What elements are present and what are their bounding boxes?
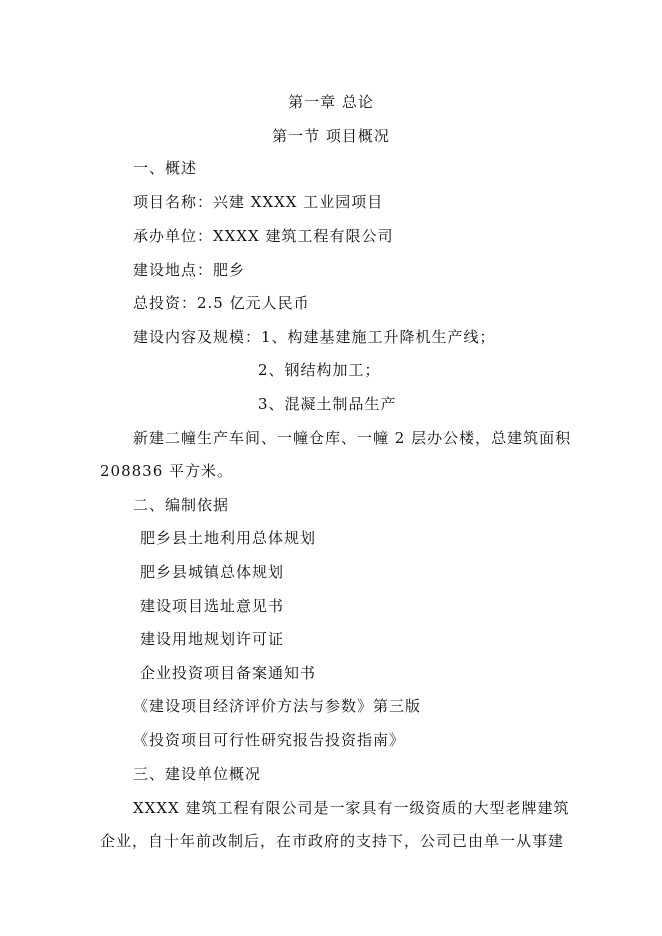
organizer: 承办单位：XXXX 建筑工程有限公司 <box>133 227 394 245</box>
project-name: 项目名称：兴建 XXXX 工业园项目 <box>133 193 384 211</box>
company-line-2: 企业，自十年前改制后，在市政府的支持下，公司已由单一从事建 <box>100 832 565 850</box>
basis-item: 建设项目选址意见书 <box>140 597 285 615</box>
investment: 总投资：2.5 亿元人民币 <box>133 294 310 312</box>
heading-overview: 一、概述 <box>133 159 198 177</box>
basis-item: 建设用地规划许可证 <box>140 630 285 648</box>
basis-item: 肥乡县土地利用总体规划 <box>140 529 317 547</box>
new-build-line-2: 208836 平方米。 <box>100 462 234 480</box>
basis-item: 《建设项目经济评价方法与参数》第三版 <box>133 697 422 715</box>
section-title: 第一节 项目概况 <box>272 127 390 145</box>
heading-basis: 二、编制依据 <box>133 496 230 514</box>
new-build-line-1: 新建二幢生产车间、一幢仓库、一幢 2 层办公楼，总建筑面积 <box>133 429 572 447</box>
scope-intro: 建设内容及规模：1、构建基建施工升降机生产线； <box>133 328 496 346</box>
scope-item-2: 2、钢结构加工； <box>258 361 381 379</box>
scope-item-3: 3、混凝土制品生产 <box>258 395 397 413</box>
basis-item: 《投资项目可行性研究报告投资指南》 <box>133 731 406 749</box>
heading-company: 三、建设单位概况 <box>133 765 262 783</box>
location: 建设地点：肥乡 <box>133 261 246 279</box>
chapter-title: 第一章 总论 <box>288 93 374 111</box>
basis-item: 企业投资项目备案通知书 <box>140 664 317 682</box>
basis-item: 肥乡县城镇总体规划 <box>140 563 285 581</box>
company-line-1: XXXX 建筑工程有限公司是一家具有一级资质的大型老牌建筑 <box>133 799 570 817</box>
